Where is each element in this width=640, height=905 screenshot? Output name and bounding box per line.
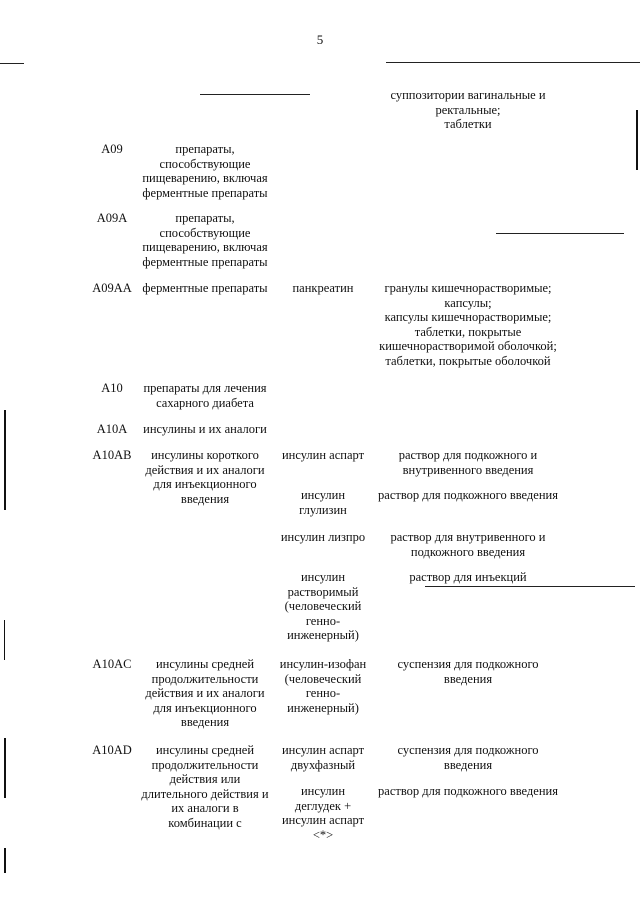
atc-code: A09AA <box>92 281 132 295</box>
atc-group-name <box>136 381 274 410</box>
drug-name <box>276 530 370 545</box>
dosage-form-line: введения <box>443 757 493 772</box>
dosage-form-line: раствор для подкожного и <box>398 448 538 462</box>
drug-name-line: инсулин <box>300 570 346 584</box>
drug-name-line: глулизин <box>299 502 347 517</box>
scan-line <box>425 586 635 587</box>
drug-name-line: инсулин лизпро <box>280 530 366 544</box>
atc-code: A10 <box>101 381 123 395</box>
atc-group-name-line: введения <box>180 491 230 506</box>
atc-code: A09 <box>101 142 123 156</box>
atc-group-name-line: действия и их аналоги <box>145 686 265 700</box>
drug-name <box>276 657 370 715</box>
atc-group-name-line: ферментные препараты <box>142 254 268 269</box>
scan-edge-line <box>4 620 5 660</box>
scan-edge-line <box>636 110 638 170</box>
dosage-form <box>368 281 568 368</box>
dosage-form <box>368 448 568 477</box>
dosage-form <box>368 743 568 772</box>
atc-group-name-line: инсулины средней <box>155 657 255 671</box>
atc-group-name-line: инсулины и их аналоги <box>143 422 267 436</box>
dosage-form-line: гранулы кишечнорастворимые; <box>384 281 552 295</box>
dosage-form-line: суспензия для подкожного <box>397 743 539 757</box>
atc-group-name-line: введения <box>180 715 230 729</box>
scan-edge-line <box>4 738 6 798</box>
dosage-form-line: капсулы кишечнорастворимые; <box>384 310 552 324</box>
atc-group-name <box>136 142 274 200</box>
drug-name-line: инсулин <box>300 488 346 502</box>
atc-group-name-line: пищеварению, включая <box>142 240 268 254</box>
dosage-form <box>368 88 568 132</box>
atc-group-name-line: для инъекционного <box>153 477 257 491</box>
atc-group-name <box>136 281 274 296</box>
dosage-form <box>368 657 568 686</box>
drug-name-line: генно- <box>305 613 341 628</box>
dosage-form-line: кишечнорастворимой оболочкой; <box>379 339 557 353</box>
dosage-form <box>368 784 568 799</box>
drug-name-line: инсулин аспарт <box>281 743 365 757</box>
page-number: 5 <box>316 32 324 47</box>
atc-group-name-line: действия или <box>169 772 241 786</box>
scan-line <box>386 62 640 63</box>
dosage-form-line: капсулы; <box>444 295 492 310</box>
dosage-form-line: таблетки, покрытые оболочкой <box>385 353 551 368</box>
dosage-form-line: внутривенного введения <box>402 462 534 477</box>
dosage-form-line: таблетки, покрытые <box>414 324 522 339</box>
atc-group-name-line: их аналоги в <box>171 801 239 815</box>
scan-line <box>496 233 624 234</box>
drug-name-line: инсулин аспарт <box>281 813 365 827</box>
dosage-form-line: подкожного введения <box>410 544 526 559</box>
drug-name <box>276 488 370 517</box>
atc-group-name-line: ферментные препараты <box>142 281 268 295</box>
dosage-form-line: суппозитории вагинальные и <box>390 88 546 102</box>
drug-name-line: (человеческий <box>284 599 362 613</box>
dosage-form-line: ректальные; <box>435 102 501 117</box>
atc-group-name-line: для инъекционного <box>153 700 257 715</box>
drug-name-line: инженерный) <box>287 700 359 715</box>
atc-group-name-line: продолжительности <box>151 671 259 686</box>
atc-group-name-line: препараты для лечения <box>143 381 267 395</box>
atc-group-name <box>136 211 274 269</box>
atc-group-name-line: сахарного диабета <box>156 395 254 410</box>
atc-group-name-line: способствующие <box>159 156 251 171</box>
dosage-form <box>368 570 568 585</box>
dosage-form-line: суспензия для подкожного <box>397 657 539 671</box>
atc-group-name <box>136 422 274 437</box>
drug-name-line: генно- <box>305 686 341 700</box>
drug-name <box>276 743 370 772</box>
drug-name-line: инженерный) <box>287 628 359 642</box>
dosage-form-line: раствор для подкожного введения <box>378 784 558 798</box>
atc-group-name-line: пищеварению, включая <box>142 171 268 185</box>
drug-name-line: двухфазный <box>290 757 356 772</box>
drug-name-line: панкреатин <box>292 281 354 295</box>
drug-name <box>276 570 370 643</box>
atc-code: A09A <box>96 211 128 225</box>
atc-group-name-line: способствующие <box>159 225 251 240</box>
scan-edge-line <box>4 848 6 873</box>
dosage-form-line: раствор для внутривенного и <box>390 530 546 544</box>
atc-group-name-line: продолжительности <box>151 757 259 772</box>
atc-group-name-line: инсулины средней <box>155 743 255 757</box>
drug-name-line: инсулин аспарт <box>281 448 365 462</box>
dosage-form-line: таблетки <box>444 117 492 131</box>
drug-name-line: <*> <box>312 827 334 842</box>
atc-code: A10AC <box>92 657 132 671</box>
atc-group-name <box>136 743 274 830</box>
atc-group-name <box>136 448 274 506</box>
atc-group-name-line: препараты, <box>175 211 235 225</box>
drug-name-line: (человеческий <box>284 671 362 686</box>
drug-name-line: инсулин <box>300 784 346 798</box>
dosage-form-line: раствор для инъекций <box>409 570 527 584</box>
drug-name <box>276 281 370 296</box>
atc-code: A10A <box>96 422 128 436</box>
drug-name <box>276 784 370 842</box>
scan-line <box>0 63 24 64</box>
atc-group-name-line: длительного действия и <box>141 786 269 801</box>
scan-edge-line <box>4 410 6 510</box>
atc-code: A10AD <box>92 743 132 757</box>
dosage-form <box>368 488 568 503</box>
drug-name-line: инсулин-изофан <box>279 657 367 671</box>
drug-name-line: деглудек + <box>294 798 352 813</box>
drug-name-line: растворимый <box>287 584 359 599</box>
atc-code: A10AB <box>92 448 132 462</box>
drug-name <box>276 448 370 463</box>
atc-group-name <box>136 657 274 730</box>
dosage-form <box>368 530 568 559</box>
atc-group-name-line: препараты, <box>175 142 235 156</box>
dosage-form-line: введения <box>443 671 493 686</box>
atc-group-name-line: действия и их аналоги <box>145 462 265 477</box>
atc-group-name-line: ферментные препараты <box>142 185 268 200</box>
atc-group-name-line: инсулины короткого <box>151 448 259 462</box>
atc-group-name-line: комбинации с <box>168 815 242 830</box>
dosage-form-line: раствор для подкожного введения <box>378 488 558 502</box>
scan-line <box>200 94 310 95</box>
